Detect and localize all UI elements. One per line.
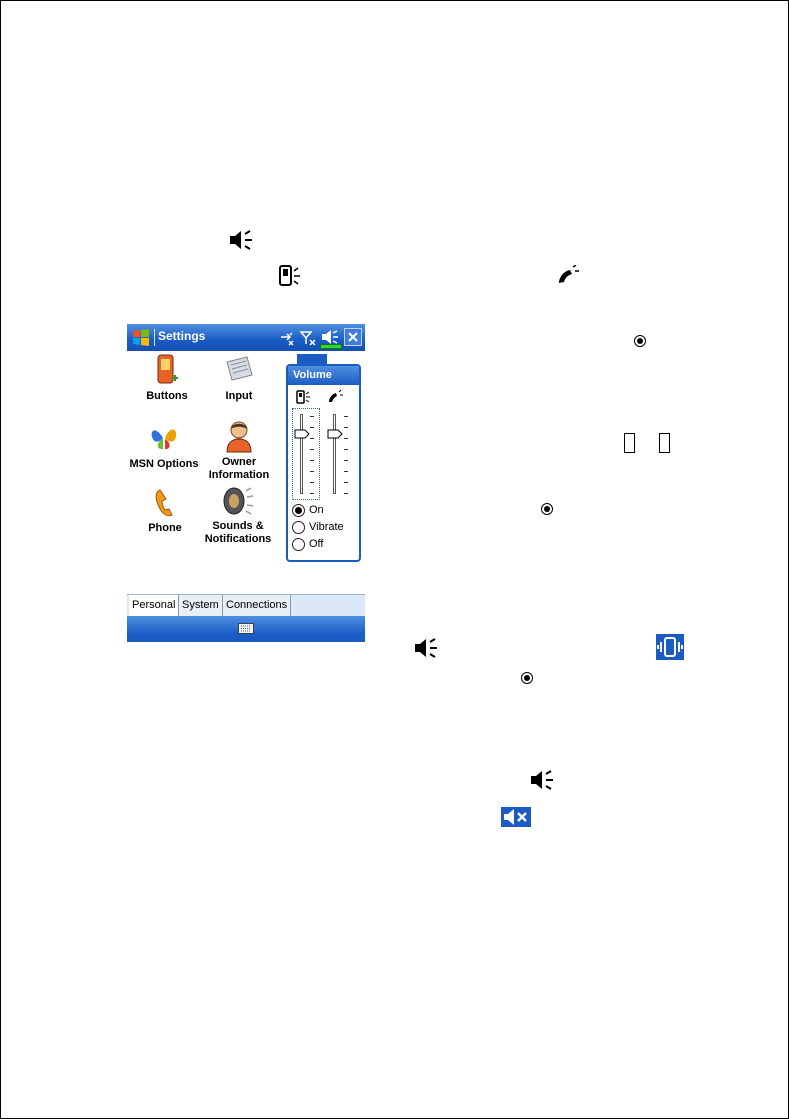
- radio-button[interactable]: [292, 504, 305, 517]
- tab-personal[interactable]: Personal: [129, 595, 179, 616]
- slider-tick: [344, 416, 348, 417]
- close-button[interactable]: [344, 328, 362, 346]
- tab-bar: [127, 594, 365, 616]
- msn-butterfly-icon: [148, 422, 180, 454]
- app-label: Phone: [148, 522, 182, 534]
- page-title: Settings: [158, 329, 206, 343]
- device-volume-track[interactable]: [300, 414, 303, 494]
- app-label: MSN Options: [129, 458, 199, 470]
- app-phone[interactable]: [127, 488, 205, 535]
- box-glyph: [659, 433, 670, 453]
- slider-tick: [344, 449, 348, 450]
- radio-vibrate[interactable]: [292, 520, 344, 535]
- owner-icon: [224, 420, 254, 453]
- app-buttons[interactable]: [127, 354, 207, 403]
- radio-button[interactable]: [292, 521, 305, 534]
- title-separator: [154, 329, 155, 346]
- signal-off-icon[interactable]: [300, 330, 316, 346]
- battery-indicator: [320, 344, 342, 349]
- app-label: Owner Information: [208, 456, 270, 481]
- slider-tick: [310, 460, 314, 461]
- connectivity-icon[interactable]: [279, 330, 295, 346]
- volume-icon[interactable]: [321, 330, 339, 344]
- slider-tick: [344, 438, 348, 439]
- app-sounds-notifications[interactable]: [198, 486, 278, 546]
- start-icon[interactable]: [131, 327, 152, 348]
- ringer-volume-track[interactable]: [333, 414, 336, 494]
- slider-tick: [310, 427, 314, 428]
- radio-selected-glyph: [541, 503, 553, 515]
- speaker-icon: [221, 486, 255, 517]
- slider-tick: [310, 416, 314, 417]
- app-label: Input: [225, 390, 253, 402]
- speaker-icon: [530, 770, 556, 790]
- ringer-volume-icon: [328, 390, 344, 404]
- speaker-icon: [414, 638, 440, 658]
- menu-bar: [127, 616, 365, 642]
- slider-tick: [310, 493, 314, 494]
- radio-label: Vibrate: [309, 521, 344, 533]
- slider-tick: [310, 438, 314, 439]
- ringer-volume-icon: [556, 265, 582, 287]
- device-volume-icon: [296, 390, 312, 404]
- slider-tick: [344, 427, 348, 428]
- radio-on[interactable]: [292, 503, 324, 518]
- slider-tick: [344, 460, 348, 461]
- box-glyph: [624, 433, 635, 453]
- tab-connections[interactable]: Connections: [223, 595, 291, 616]
- volume-popup-title: Volume: [288, 366, 359, 385]
- mute-icon: [501, 807, 531, 827]
- keyboard-icon[interactable]: [238, 623, 254, 634]
- device-volume-thumb[interactable]: [294, 429, 310, 439]
- app-input[interactable]: [199, 354, 279, 403]
- speaker-icon: [229, 230, 255, 250]
- radio-label: Off: [309, 538, 324, 550]
- slider-tick: [344, 482, 348, 483]
- tab-system[interactable]: System: [179, 595, 223, 616]
- slider-tick: [310, 482, 314, 483]
- slider-tick: [310, 471, 314, 472]
- radio-off[interactable]: [292, 537, 323, 552]
- slider-tick: [344, 493, 348, 494]
- radio-selected-glyph: [521, 672, 533, 684]
- volume-popup: [286, 364, 361, 562]
- app-msn-options[interactable]: [127, 422, 204, 471]
- app-owner-information[interactable]: [199, 420, 279, 482]
- slider-tick: [310, 449, 314, 450]
- keyboard-icon: [224, 354, 254, 386]
- radio-button[interactable]: [292, 538, 305, 551]
- app-label: Sounds & Notifications: [204, 520, 272, 545]
- device-volume-icon: [279, 265, 305, 287]
- vibrate-icon: [656, 634, 684, 660]
- radio-selected-glyph: [634, 335, 646, 347]
- buttons-icon: [155, 354, 179, 386]
- app-label: Buttons: [146, 390, 188, 402]
- device-volume-focus: [292, 408, 320, 500]
- phone-icon: [153, 488, 177, 518]
- device-screenshot: [127, 324, 365, 642]
- radio-label: On: [309, 504, 324, 516]
- slider-tick: [344, 471, 348, 472]
- title-bar: [127, 324, 365, 351]
- ringer-volume-thumb[interactable]: [327, 429, 343, 439]
